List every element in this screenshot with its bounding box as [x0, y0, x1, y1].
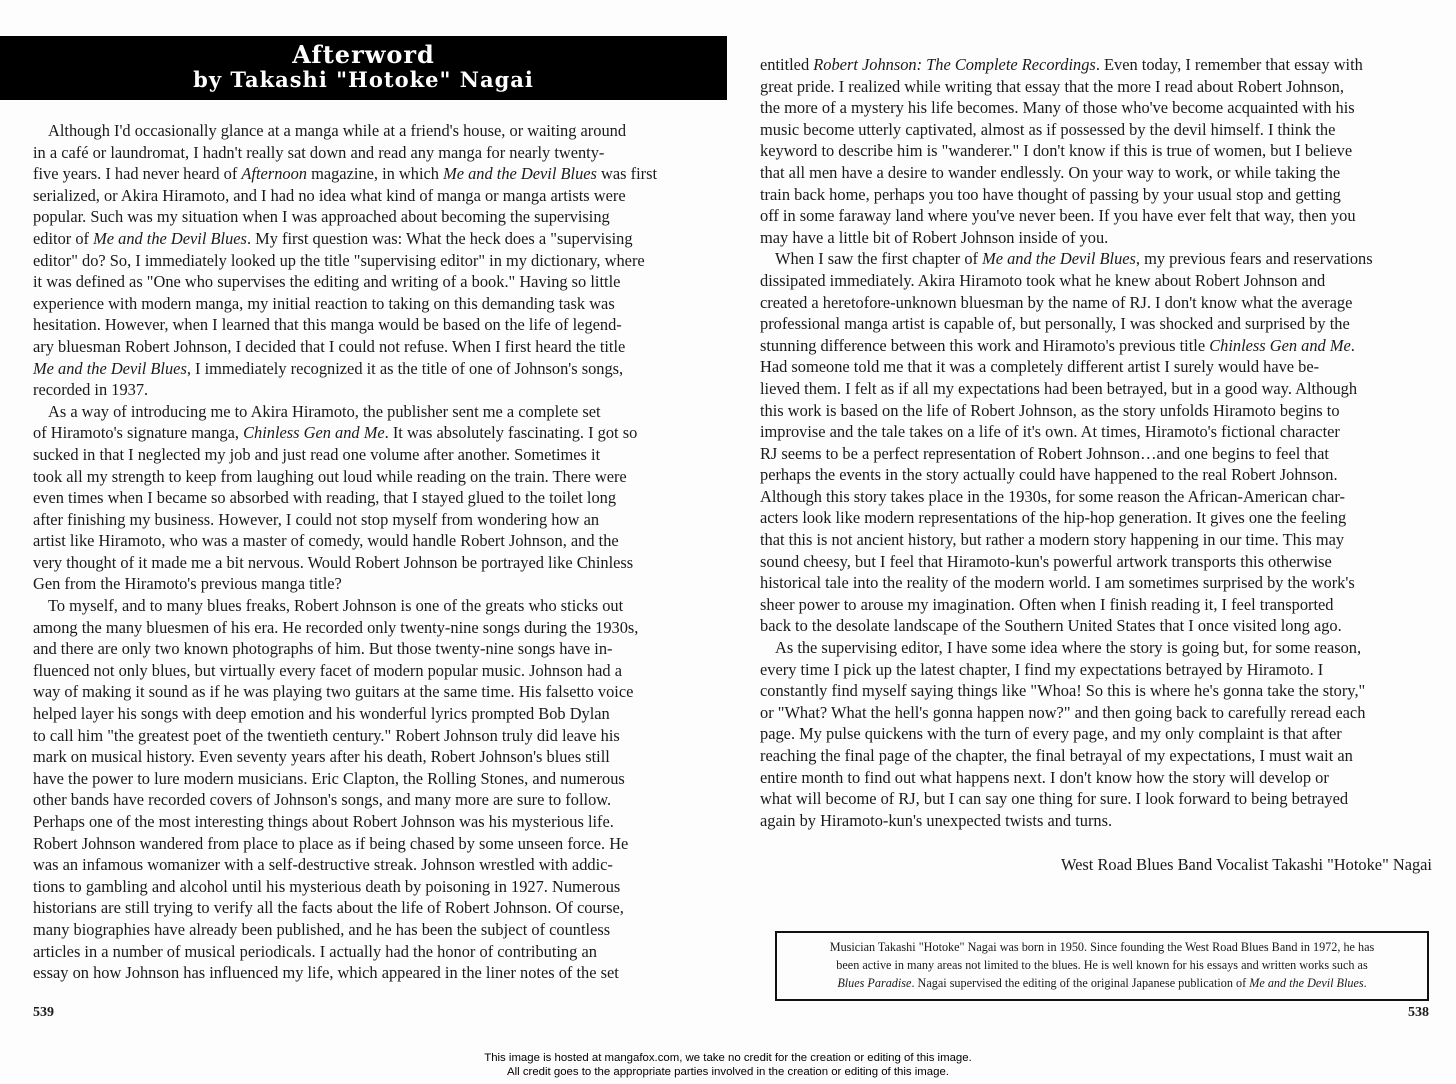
- text-line: popular. Such was my situation when I was approached about becoming the supervising: [33, 207, 610, 227]
- text-line: reaching the final page of the chapter, the final betrayal of my expectations, I must wait an: [760, 746, 1353, 765]
- text-line: editor of Me and the Devil Blues. My first question was: What the heck does a "supervising: [33, 228, 633, 248]
- text-line: was an infamous womanizer with a self-destructive streak. Johnson wrestled with addic-: [33, 855, 613, 875]
- text-line: historians are still trying to verify all the facts about the life of Robert Johnson. Of course,: [33, 898, 624, 918]
- text-line: When I saw the first chapter of Me and the Devil Blues, my previous fears and reservations: [775, 249, 1373, 269]
- text-line: helped layer his songs with deep emotion and his wonderful lyrics prompted Bob Dylan: [33, 704, 610, 724]
- text-line: To myself, and to many blues freaks, Robert Johnson is one of the greats who sticks out: [48, 596, 624, 616]
- text-line: articles in a number of musical periodicals. I actually had the honor of contributing an: [33, 941, 597, 961]
- text-line: and there are only two known photographs of him. But those twenty-nine songs have in-: [33, 639, 613, 659]
- text-line: or "What? What the hell's gonna happen now?" and then going back to carefully reread each: [760, 702, 1366, 722]
- text-line: it was defined as "One who supervises the editing and writing of a book." Having so little: [33, 272, 621, 292]
- text-line: page. My pulse quickens with the turn of every page, and my only complaint is that after: [760, 724, 1342, 744]
- text-line: historical tale into the reality of the modern world. I am sometimes surprised by the work's: [760, 573, 1355, 593]
- hosting-credit-line-2: All credit goes to the appropriate parties involved in the creation or editing of this image.: [507, 1066, 949, 1078]
- text-line: created a heretofore-unknown bluesman by the name of RJ. I don't know what the average: [760, 292, 1353, 312]
- text-line: music become utterly captivated, almost as if possessed by the devil himself. I think the: [760, 119, 1336, 139]
- text-line: lieved them. I felt as if all my expectations had been betrayed, but in a good way. Although: [760, 378, 1358, 398]
- text-line: way of making it sound as if he was playing two guitars at the same time. His falsetto voice: [33, 682, 634, 702]
- bio-line: been active in many areas not limited to the blues. He is well known for his essays and written works such as: [836, 958, 1368, 972]
- text-line: fluenced not only blues, but virtually every facet of modern popular music. Johnson had a: [33, 660, 622, 680]
- text-line: may have a little bit of Robert Johnson inside of you.: [760, 227, 1109, 247]
- text-line: among the many bluesmen of his era. He recorded only twenty-nine songs during the 1930s,: [33, 617, 639, 637]
- text-line: sheer power to arouse my imagination. Often when I finish reading it, I feel transported: [760, 594, 1334, 614]
- text-line: stunning difference between this work and Hiramoto's previous title Chinless Gen and Me.: [760, 335, 1355, 355]
- text-line: mark on musical history. Even seventy years after his death, Robert Johnson's blues still: [33, 747, 610, 767]
- page-number-left: 539: [33, 1005, 54, 1020]
- text-line: acters look like modern representations of the hip-hop generation. It gives one the feeling: [760, 508, 1347, 528]
- text-line: five years. I had never heard of Afternoon magazine, in which Me and the Devil Blues was first: [33, 164, 658, 184]
- author-bio-box: [775, 931, 1429, 1001]
- text-line: took all my strength to keep from laughing out loud while reading on the train. There were: [33, 466, 627, 486]
- text-line: dissipated immediately. Akira Hiramoto took what he knew about Robert Johnson and: [760, 270, 1326, 290]
- text-line: have the power to lure modern musicians. Eric Clapton, the Rolling Stones, and numerous: [33, 768, 625, 788]
- text-line: hesitation. However, when I learned that this manga would be based on the life of legend-: [33, 315, 622, 335]
- bio-line: Musician Takashi "Hotoke" Nagai was born in 1950. Since founding the West Road Blues Band in 1972, he has: [829, 940, 1375, 954]
- text-line: Although I'd occasionally glance at a manga while at a friend's house, or waiting around: [48, 121, 627, 140]
- text-line: what will become of RJ, but I can say one thing for sure. I look forward to being betrayed: [760, 789, 1349, 809]
- text-line: sound cheesy, but I feel that Hiramoto-kun's powerful artwork transports this otherwise: [760, 551, 1332, 571]
- left-page-text: [33, 120, 723, 984]
- text-line: recorded in 1937.: [33, 380, 149, 400]
- text-line: experience with modern manga, my initial reaction to taking on this demanding task was: [33, 293, 615, 313]
- text-line: professional manga artist is capable of, but personally, I was shocked and surprised by the: [760, 314, 1350, 334]
- text-line: Gen from the Hiramoto's previous manga title?: [33, 574, 342, 594]
- text-line: ary bluesman Robert Johnson, I decided that I could not refuse. When I first heard the title: [33, 336, 626, 356]
- text-line: other bands have recorded covers of Johnson's songs, and many more are sure to follow.: [33, 790, 612, 810]
- text-line: essay on how Johnson has influenced my life, which appeared in the liner notes of the set: [33, 963, 619, 983]
- text-line: As the supervising editor, I have some idea where the story is going but, for some reason,: [775, 638, 1362, 658]
- text-line: very thought of it made me a bit nervous. Would Robert Johnson be portrayed like Chinless: [33, 552, 634, 572]
- text-line: perhaps the events in the story actually could have happened to the real Robert Johnson.: [760, 465, 1338, 485]
- text-line: this work is based on the life of Robert Johnson, as the story unfolds Hiramoto begins to: [760, 400, 1340, 420]
- text-line: improvise and the tale takes on a life of it's own. At times, Hiramoto's fictional character: [760, 422, 1340, 442]
- text-line: train back home, perhaps you too have thought of passing by your usual stop and getting: [760, 184, 1341, 204]
- text-line: RJ seems to be a perfect representation of Robert Johnson…and one begins to feel that: [760, 443, 1329, 463]
- text-line: Although this story takes place in the 1930s, for some reason the African-American char-: [760, 486, 1346, 506]
- text-line: entitled Robert Johnson: The Complete Recordings. Even today, I remember that essay with: [760, 55, 1363, 74]
- text-line: sucked in that I neglected my job and just read one volume after another. Sometimes it: [33, 444, 601, 464]
- right-page-text: [760, 54, 1440, 831]
- page-number-right: 538: [1408, 1005, 1429, 1020]
- text-line: constantly find myself saying things like "Whoa! So this is where he's gonna take the story,": [760, 681, 1366, 701]
- text-line: artist like Hiramoto, who was a master of comedy, would handle Robert Johnson, and the: [33, 531, 619, 551]
- text-line: the more of a mystery his life becomes. Many of those who've become acquainted with his: [760, 98, 1355, 118]
- text-line: even times when I became so absorbed with reading, that I stayed glued to the toilet long: [33, 488, 617, 508]
- text-line: tions to gambling and alcohol until his mysterious death by poisoning in 1927. Numerous: [33, 876, 621, 896]
- page-title: Afterword: [292, 40, 435, 69]
- text-line: after finishing my business. However, I could not stop myself from wondering how an: [33, 509, 600, 529]
- text-line: editor" do? So, I immediately looked up the title "supervising editor" in my dictionary, where: [33, 250, 645, 270]
- text-line: Had someone told me that it was a completely different artist I surely would have be-: [760, 357, 1320, 377]
- byline: by Takashi "Hotoke" Nagai: [193, 67, 534, 92]
- text-line: Me and the Devil Blues, I immediately recognized it as the title of one of Johnson's songs,: [33, 358, 624, 378]
- text-line: serialized, or Akira Hiramoto, and I had no idea what kind of manga or manga artists were: [33, 185, 626, 205]
- text-line: many biographies have already been published, and he has been the subject of countless: [33, 919, 611, 939]
- text-line: great pride. I realized while writing that essay that the more I read about Robert Johnson,: [760, 76, 1344, 96]
- text-line: Perhaps one of the most interesting things about Robert Johnson was his mysterious life.: [33, 812, 614, 831]
- bio-line: Blues Paradise. Nagai supervised the editing of the original Japanese publication of Me and the Devil Blues.: [837, 976, 1367, 990]
- text-line: of Hiramoto's signature manga, Chinless Gen and Me. It was absolutely fascinating. I got so: [33, 423, 638, 443]
- text-line: again by Hiramoto-kun's unexpected twists and turns.: [760, 810, 1113, 830]
- text-line: every time I pick up the latest chapter, I find my expectations betrayed by Hiramoto. I: [760, 659, 1324, 679]
- text-line: to call him "the greatest poet of the twentieth century." Robert Johnson truly did leave his: [33, 725, 620, 745]
- text-line: back to the desolate landscape of the Southern United States that I once visited long ago.: [760, 616, 1342, 636]
- text-line: As a way of introducing me to Akira Hiramoto, the publisher sent me a complete set: [48, 401, 601, 421]
- text-line: that this is not ancient history, but rather a modern story happening in our time. This may: [760, 530, 1345, 550]
- text-line: entire month to find out what happens next. I don't know how the story will develop or: [760, 767, 1329, 787]
- hosting-credit-line-1: This image is hosted at mangafox.com, we take no credit for the creation or editing of this image.: [484, 1052, 972, 1064]
- text-line: that all men have a desire to wander endlessly. On your way to work, or while taking the: [760, 162, 1341, 182]
- text-line: in a café or laundromat, I hadn't really sat down and read any manga for nearly twenty-: [33, 142, 605, 162]
- author-signature: West Road Blues Band Vocalist Takashi "Hotoke" Nagai: [1060, 855, 1432, 874]
- text-line: keyword to describe him is "wanderer." I don't know if this is true of women, but I believe: [760, 141, 1353, 161]
- text-line: Robert Johnson wandered from place to place as if being chased by some unseen force. He: [33, 833, 629, 853]
- text-line: off in some faraway land where you've never been. If you have ever felt that way, then you: [760, 206, 1356, 226]
